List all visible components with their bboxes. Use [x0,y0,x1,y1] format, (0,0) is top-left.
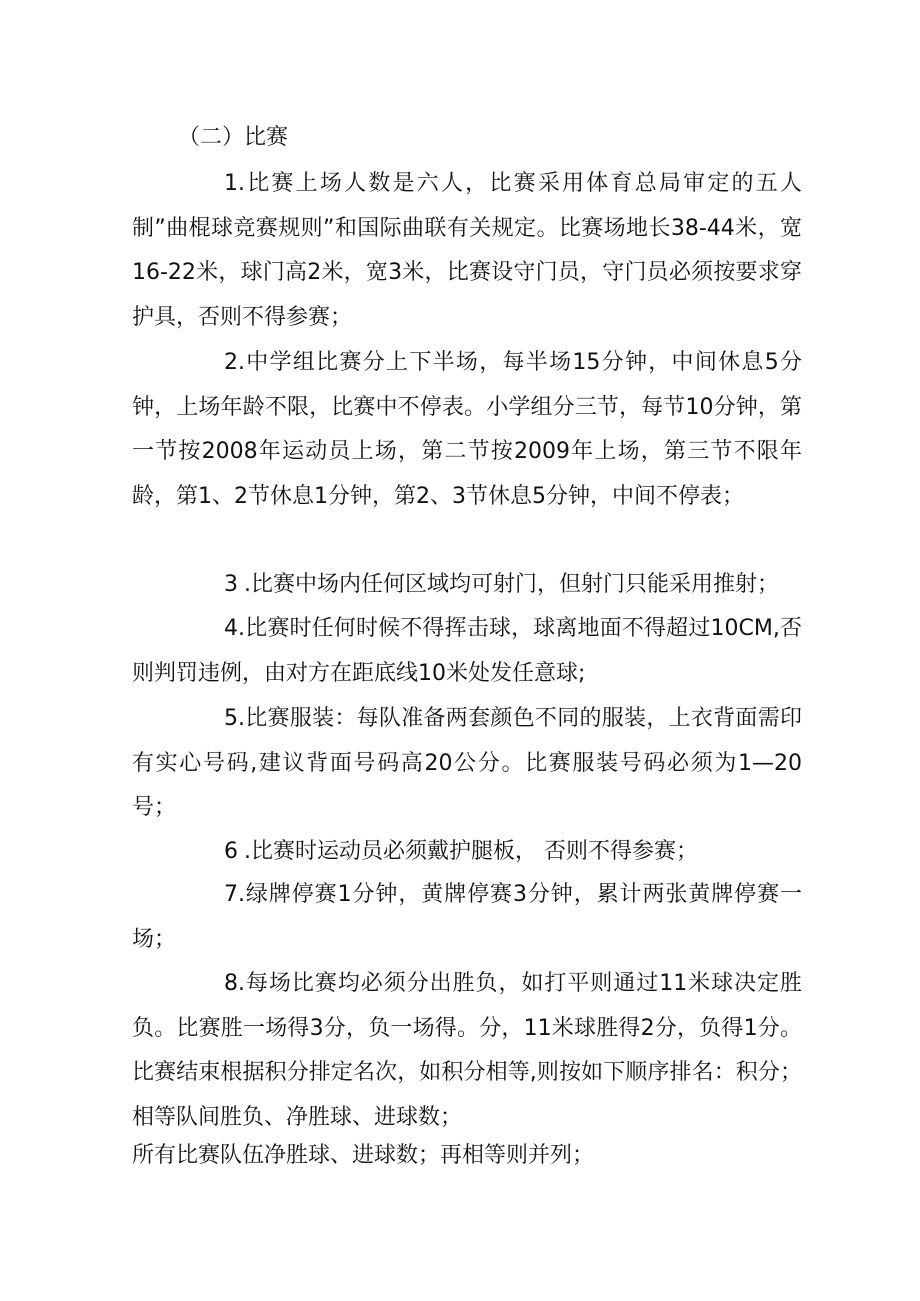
rule-number: 6 [224,839,238,864]
closing-line: 所有比赛队伍净胜球、进球数；再相等则并列； [132,1143,595,1168]
rule-item-7 [132,873,802,962]
rule-number: 3 [224,572,238,597]
rule-number: 8 [224,971,238,996]
rule-text: .中学组比赛分上下半场，每半场15分钟，中间休息5分钟，上场年龄不限，比赛中不停表。小学组分三节，每节10分钟，第一节按2008年运动员上场，第二节按2009年上场，第三节不限年龄，第1、2节休息1分钟，第2、3节休息5分钟，中间不停表； [132,350,802,509]
section-heading: （二）比赛 [178,125,289,150]
rule-text: .比赛上场人数是六人，比赛采用体育总局审定的五人制”曲棍球竞赛规则”和国际曲联有关规定。比赛场地长38-44米，宽16-22米，球门高2米，宽3米，比赛设守门员，守门员必须按要求穿护具，否则不得参赛； [132,171,802,330]
rule-item-3 [132,563,802,608]
rule-text: .比赛时任何时候不得挥击球，球离地面不得超过10CM,否则判罚违例，由对方在距底线10米处发任意球; [132,616,802,686]
rule-text: .比赛中场内任何区域均可射门，但射门只能采用推射； [244,572,779,597]
rule-item-1 [132,162,802,340]
rule-text: .每场比赛均必须分出胜负，如打平则通过11米球决定胜负。比赛胜一场得3分，负一场得。分，11米球胜得2分，负得1分。比赛结束根据积分排定名次，如积分相等,则按如下顺序排名：积分；相等队间胜负、净胜球、进球数； [132,971,802,1130]
rule-text: .比赛服装：每队准备两套颜色不同的服装，上衣背面需印有实心号码,建议背面号码高20公分。比赛服装号码必须为1—20号； [132,706,802,820]
rule-number: 4 [224,616,238,641]
rule-item-6 [132,830,802,875]
rule-item-4 [132,607,802,696]
rule-number: 5 [224,706,238,731]
rule-text: .绿牌停赛1分钟，黄牌停赛3分钟，累计两张黄牌停赛一场； [132,882,802,952]
rule-text: .比赛时运动员必须戴护腿板， 否则不得参赛； [244,839,698,864]
rule-number: 1 [224,171,238,196]
rule-number: 2 [224,350,238,375]
rule-number: 7 [224,882,238,907]
rule-item-2 [132,341,802,519]
rule-item-8 [132,962,802,1140]
rule-item-5 [132,697,802,831]
